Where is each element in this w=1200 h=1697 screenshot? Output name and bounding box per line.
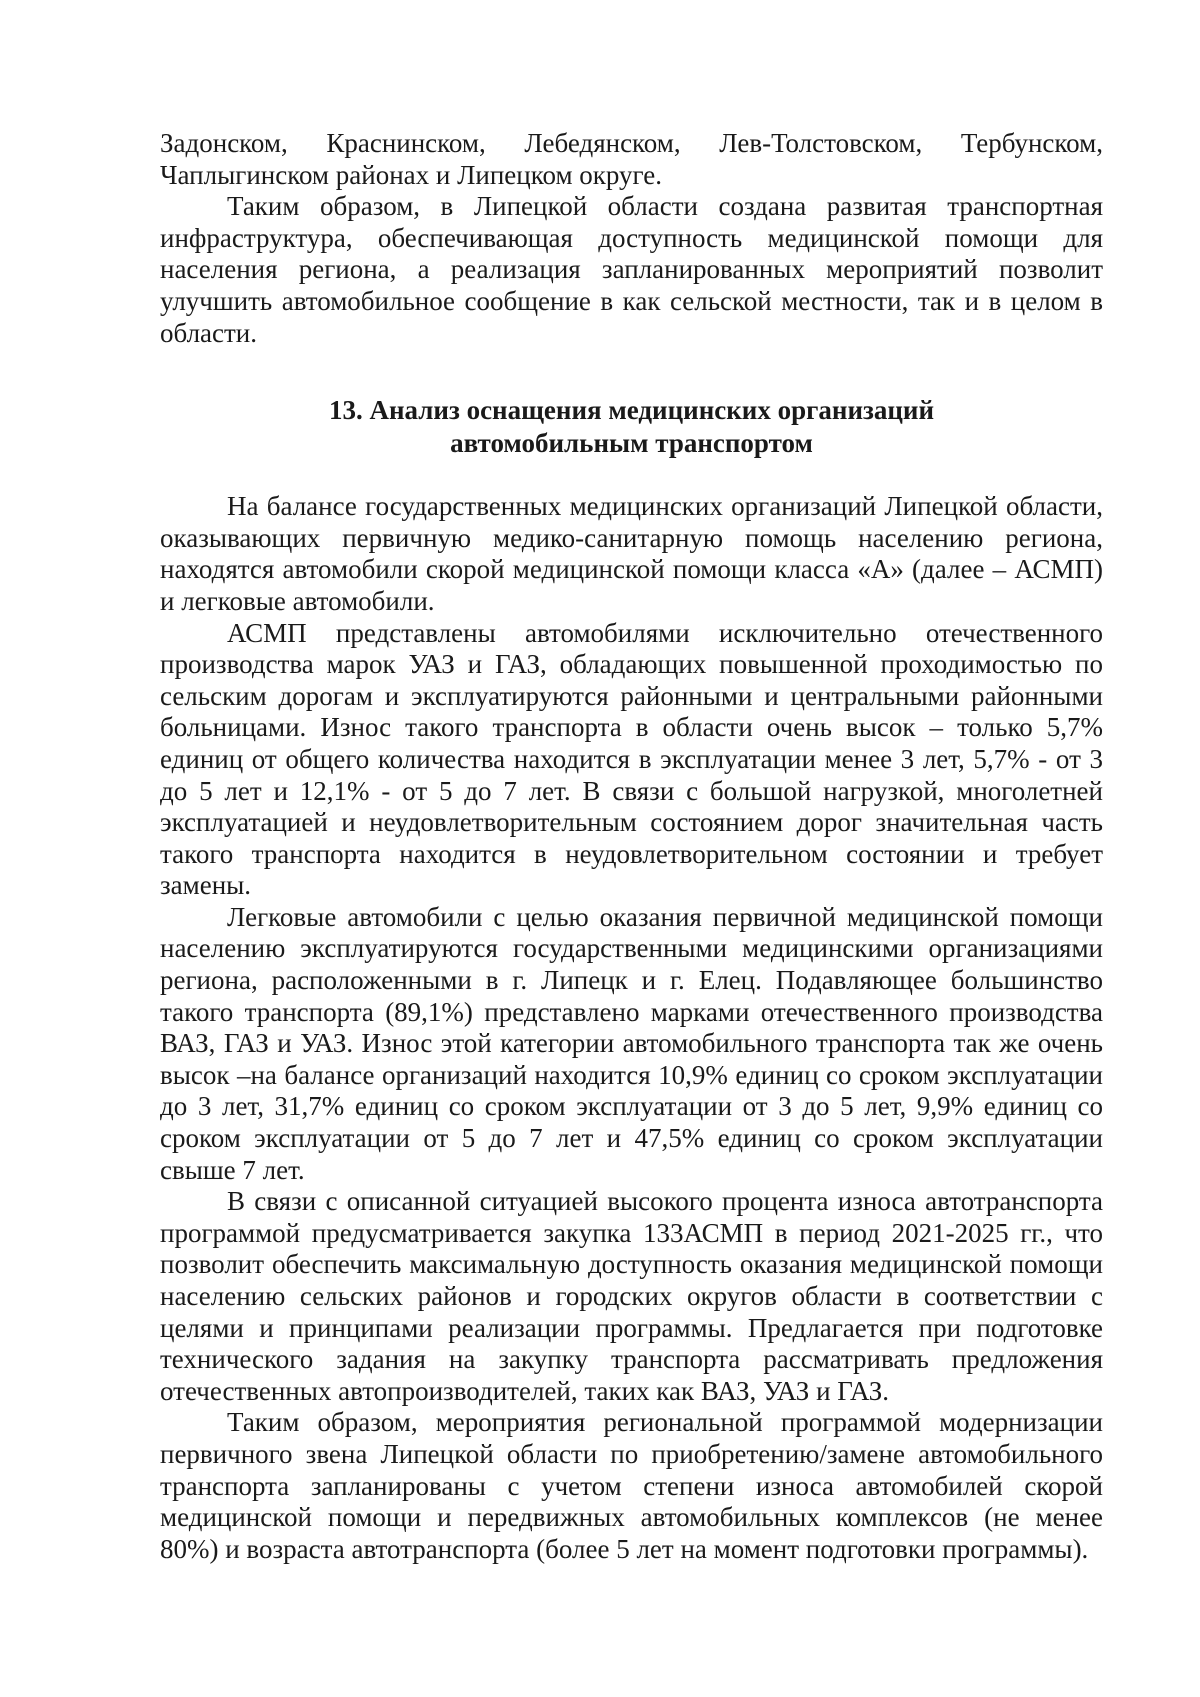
previous-section-conclusion: Таким образом, в Липецкой области создана развитая транспортная инфраструктура, обеспечивающая доступность медицинской помощи для населения региона, а реализация запланированных мероприятий позволит улучшить автомобильное сообщение в как сельской местности, так и в целом в области.: [160, 191, 1103, 348]
paragraph-ambulance-wear: АСМП представлены автомобилями исключительно отечественного производства марок УАЗ и ГАЗ, обладающих повышенной проходимостью по сельским дорогам и эксплуатируются районными и центральными районными больницами. Износ такого транспорта в области очень высок – только 5,7% единиц от общего количества находится в эксплуатации менее 3 лет, 5,7% - от 3 до 5 лет и 12,1% - от 5 до 7 лет. В связи с большой нагрузкой, многолетней эксплуатацией и неудовлетворительным состоянием дорог значительная часть такого транспорта находится в неудовлетворительном состоянии и требует замены.: [160, 617, 1103, 901]
continuation-paragraph: Задонском, Краснинском, Лебедянском, Лев-Толстовском, Тербунском, Чаплыгинском районах и Липецком округе.: [160, 128, 1103, 190]
paragraph-section-conclusion: Таким образом, мероприятия региональной программой модернизации первичного звена Липецкой области по приобретению/замене автомобильного транспорта запланированы с учетом степени износа автомобилей скорой медицинской помощи и передвижных автомобильных комплексов (не менее 80%) и возраста автотранспорта (более 5 лет на момент подготовки программы).: [160, 1407, 1103, 1564]
document-body: [160, 128, 1103, 1565]
section-title-line-1: 13. Анализ оснащения медицинских организаций: [328, 395, 935, 426]
paragraph-procurement-plan: В связи с описанной ситуацией высокого процента износа автотранспорта программой предусматривается закупка 133АСМП в период 2021-2025 гг., что позволит обеспечить максимальную доступность оказания медицинской помощи населению сельских районов и городских округов области в соответствии с целями и принципами реализации программы. Предлагается при подготовке технического задания на закупку транспорта рассматривать предложения отечественных автопроизводителей, таких как ВАЗ, УАЗ и ГАЗ.: [160, 1186, 1103, 1406]
paragraph-passenger-cars: Легковые автомобили с целью оказания первичной медицинской помощи населению эксплуатируются государственными медицинскими организациями региона, расположенными в г. Липецк и г. Елец. Подавляющее большинство такого транспорта (89,1%) представлено марками отечественного производства ВАЗ, ГАЗ и УАЗ. Износ этой категории автомобильного транспорта так же очень высок –на балансе организаций находится 10,9% единиц со сроком эксплуатации до 3 лет, 31,7% единиц со сроком эксплуатации от 3 до 5 лет, 9,9% единиц со сроком эксплуатации от 5 до 7 лет и 47,5% единиц со сроком эксплуатации свыше 7 лет.: [160, 901, 1103, 1185]
section-heading: [160, 394, 1103, 460]
section-title-line-2: автомобильным транспортом: [450, 428, 813, 459]
paragraph-vehicles-on-balance: На балансе государственных медицинских организаций Липецкой области, оказывающих первичную медико-санитарную помощь населению региона, находятся автомобили скорой медицинской помощи класса «А» (далее – АСМП) и легковые автомобили.: [160, 491, 1103, 616]
